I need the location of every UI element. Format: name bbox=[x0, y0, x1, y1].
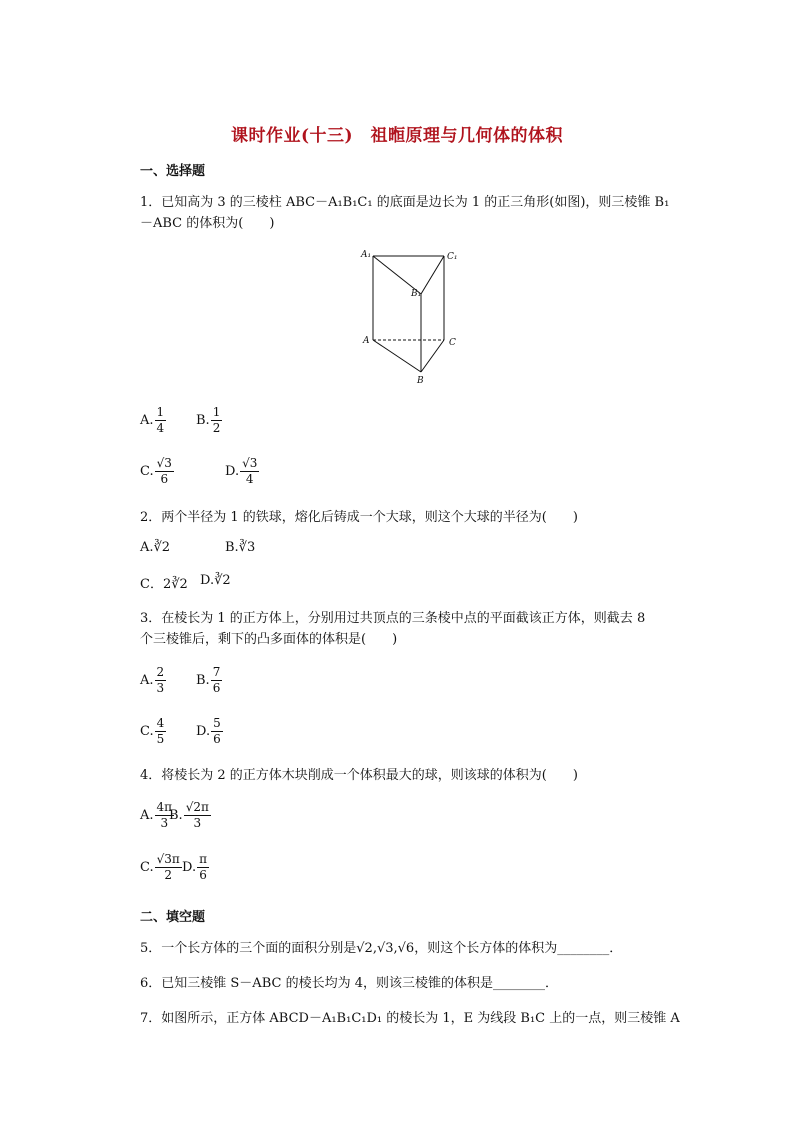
q3-a-num: 2 bbox=[156, 665, 165, 679]
page-title: 课时作业(十三) 祖暅原理与几何体的体积 bbox=[230, 126, 564, 146]
q2-option-d[interactable]: D.∛2 bbox=[200, 573, 231, 588]
q1-d-den: 4 bbox=[245, 472, 254, 486]
question-7-line-1: 7．如图所示，正方体 ABCD－A₁B₁C₁D₁ 的棱长为 1，E 为线段 B₁C 上的一点，则三棱锥 A bbox=[140, 1011, 680, 1026]
label-c1: C₁ bbox=[447, 252, 458, 262]
q3-option-a[interactable]: A. $\frac{2}{3}$ bbox=[140, 665, 165, 695]
q1-option-a[interactable]: A. $\frac{1}{4}$ bbox=[140, 405, 165, 435]
question-4-line-1: 4．将棱长为 2 的正方体木块削成一个体积最大的球，则该球的体积为( ) bbox=[140, 768, 578, 783]
q1-option-c[interactable]: C. $\frac{√3}{6}$ bbox=[140, 456, 172, 486]
section-heading-choice: 一、选择题 bbox=[140, 164, 206, 179]
q2-option-a[interactable]: A.∛2 bbox=[140, 540, 171, 555]
q1-a-num: 1 bbox=[156, 405, 165, 419]
q4-d-num: π bbox=[199, 852, 207, 866]
q4-option-a[interactable]: A. $\frac{4\pi}{3}$ bbox=[140, 800, 173, 830]
question-3-line-2: 个三棱锥后，剩下的凸多面体的体积是( ) bbox=[140, 632, 398, 647]
q4-option-b[interactable]: B. $\frac{√2\pi}{3}$ bbox=[169, 800, 209, 830]
q4-option-c[interactable]: C. $\frac{√3\pi}{2}$ bbox=[140, 852, 180, 882]
question-2-line-1: 2．两个半径为 1 的铁球，熔化后铸成一个大球，则这个大球的半径为( ) bbox=[140, 510, 578, 525]
label-b1: B₁ bbox=[411, 289, 422, 299]
q3-d-den: 6 bbox=[213, 732, 221, 746]
label-c: C bbox=[449, 338, 456, 348]
question-5-line-1: 5．一个长方体的三个面的面积分别是√2,√3,√6，则这个长方体的体积为________． bbox=[140, 941, 623, 956]
label-b: B bbox=[417, 376, 424, 386]
q3-c-num: 4 bbox=[156, 716, 165, 730]
q4-a-num: 4π bbox=[156, 800, 173, 814]
label-a1: A₁ bbox=[361, 250, 372, 260]
q3-option-d[interactable]: D. $\frac{5}{6}$ bbox=[196, 716, 221, 746]
q1-a-den: 4 bbox=[156, 421, 165, 435]
q3-option-b[interactable]: B. $\frac{7}{6}$ bbox=[196, 665, 221, 695]
q1-d-num: √3 bbox=[242, 456, 258, 470]
q3-option-c[interactable]: C. $\frac{4}{5}$ bbox=[140, 716, 165, 746]
question-6-line-1: 6．已知三棱锥 S－ABC 的棱长均为 4，则该三棱锥的体积是________． bbox=[140, 976, 558, 991]
q4-b-den: 3 bbox=[193, 816, 202, 830]
question-1-line-2: －ABC 的体积为( ) bbox=[140, 216, 275, 231]
prism-figure bbox=[355, 244, 475, 389]
q1-c-num: √3 bbox=[156, 456, 172, 470]
q2-option-b[interactable]: B.∛3 bbox=[225, 540, 256, 555]
edge-ab bbox=[373, 340, 421, 372]
q1-c-den: 6 bbox=[160, 472, 169, 486]
q4-c-num: √3π bbox=[156, 852, 180, 866]
section-heading-fill: 二、填空题 bbox=[140, 910, 206, 925]
q4-d-den: 6 bbox=[199, 868, 207, 882]
edge-cb bbox=[421, 340, 444, 372]
label-a: A bbox=[363, 336, 370, 346]
q3-d-num: 5 bbox=[213, 716, 221, 730]
q1-b-num: 1 bbox=[212, 405, 221, 419]
q4-a-den: 3 bbox=[160, 816, 169, 830]
q3-a-den: 3 bbox=[156, 681, 165, 695]
q1-b-den: 2 bbox=[212, 421, 221, 435]
q4-option-d[interactable]: D. $\frac{\pi}{6}$ bbox=[182, 852, 207, 882]
q1-option-d[interactable]: D. $\frac{√3}{4}$ bbox=[225, 456, 258, 486]
q3-b-den: 6 bbox=[212, 681, 221, 695]
edge-c1b1 bbox=[421, 256, 444, 294]
question-1-line-1: 1．已知高为 3 的三棱柱 ABC－A₁B₁C₁ 的底面是边长为 1 的正三角形(如图)，则三棱锥 B₁ bbox=[140, 195, 670, 210]
q2-option-c[interactable]: C．2∛2 bbox=[140, 577, 188, 592]
q4-c-den: 2 bbox=[164, 868, 173, 882]
q3-c-den: 5 bbox=[156, 732, 165, 746]
question-3-line-1: 3．在棱长为 1 的正方体上，分别用过共顶点的三条棱中点的平面截该正方体，则截去 8 bbox=[140, 611, 646, 626]
q3-b-num: 7 bbox=[212, 665, 221, 679]
q1-option-b[interactable]: B. $\frac{1}{2}$ bbox=[196, 405, 221, 435]
q4-b-num: √2π bbox=[185, 800, 209, 814]
